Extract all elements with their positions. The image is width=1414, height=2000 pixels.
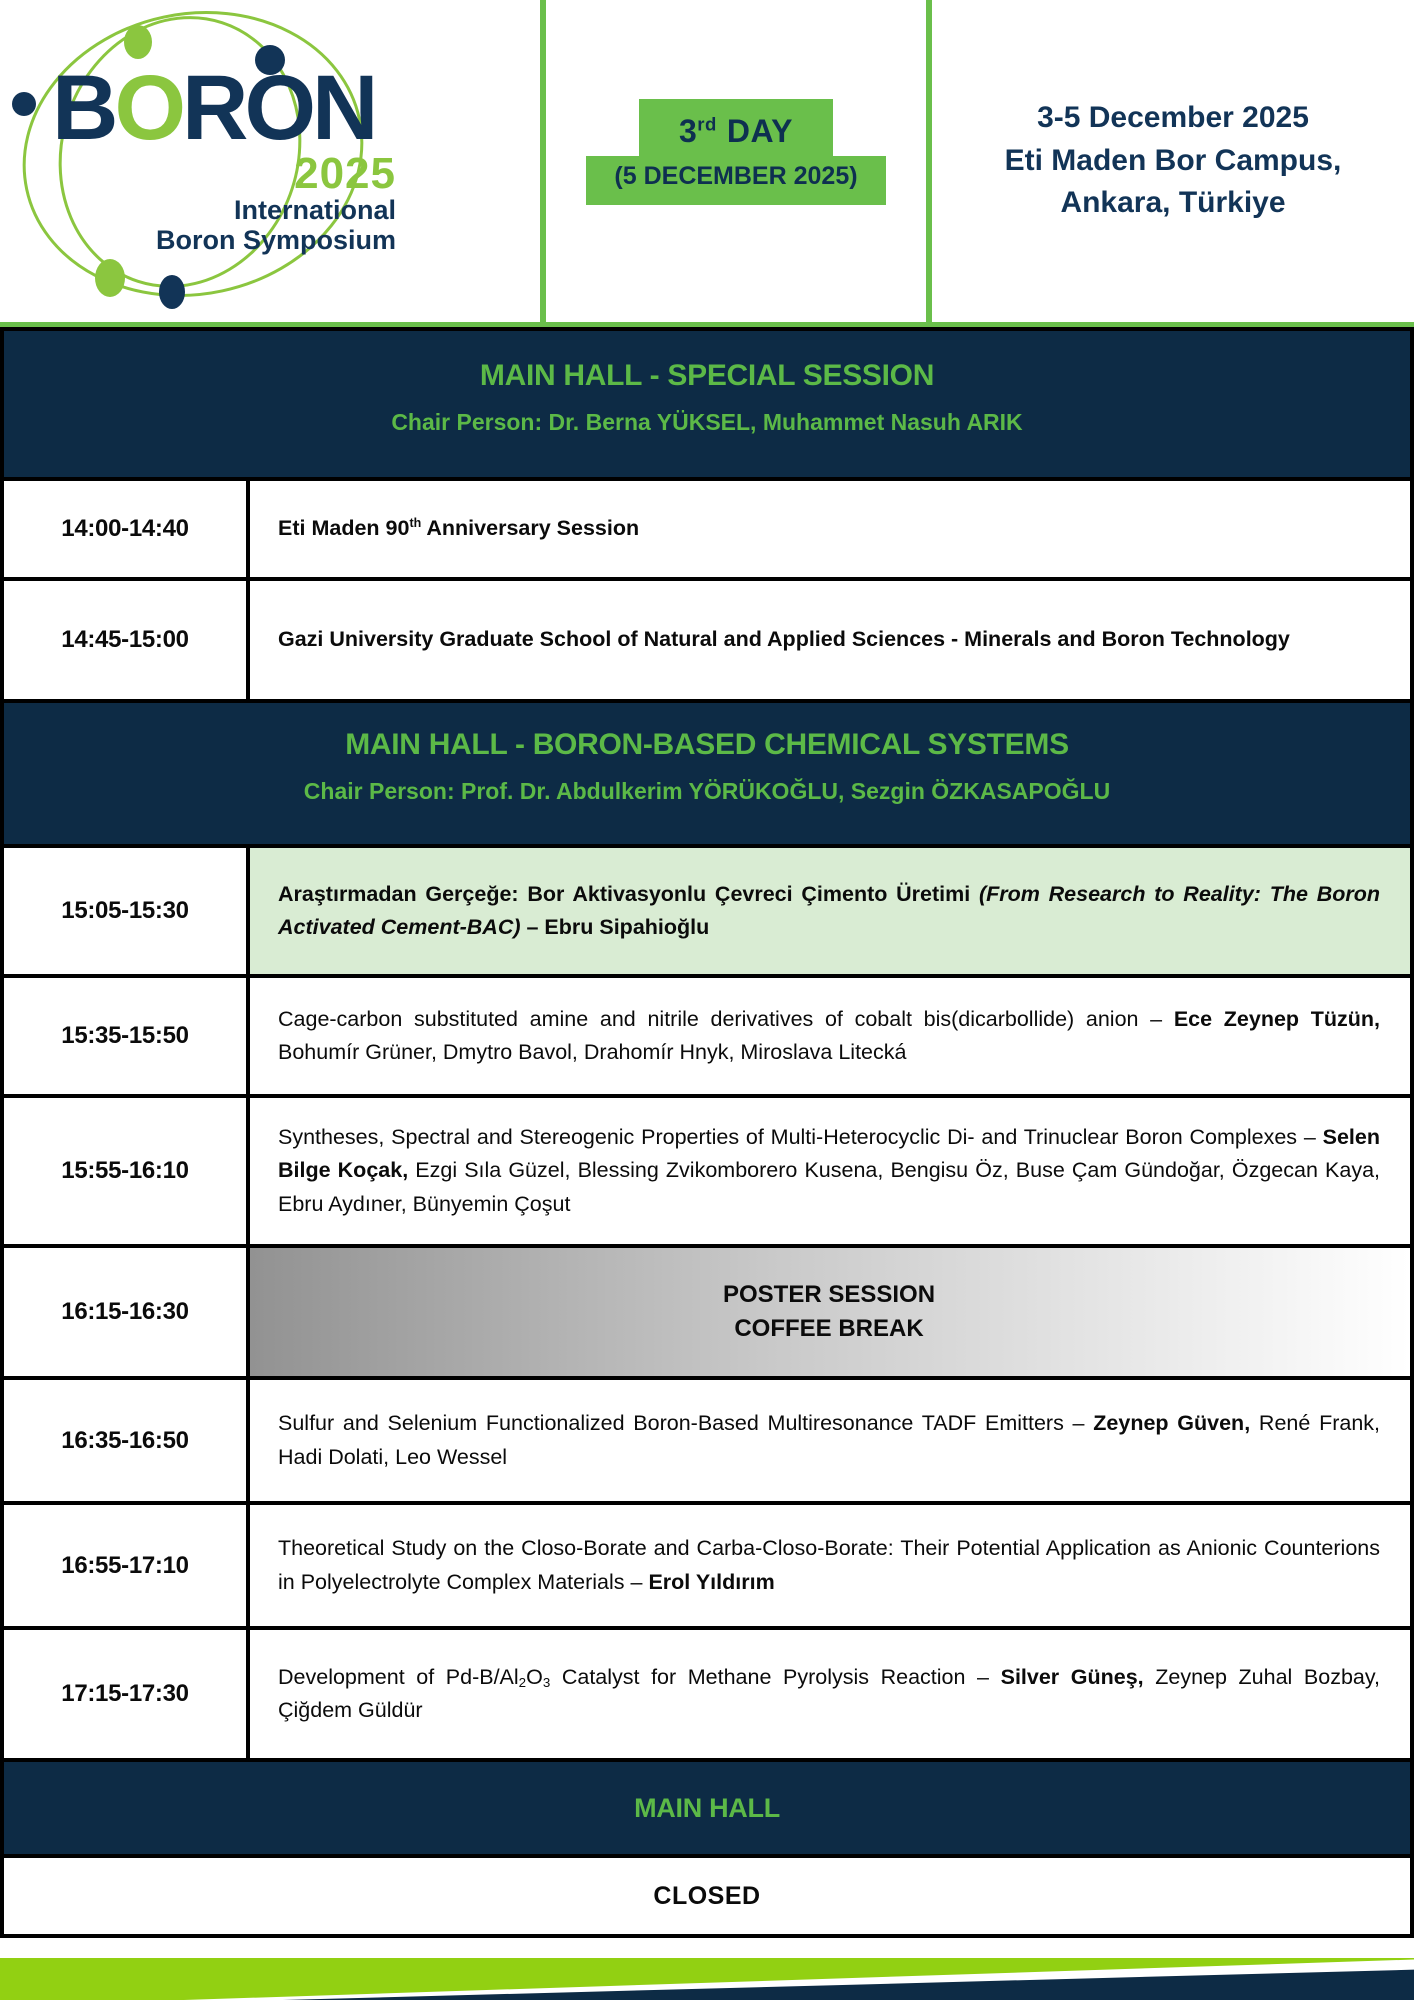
session-title-cell xyxy=(250,581,1410,699)
event-info xyxy=(932,0,1414,322)
time-cell: 14:45-15:00 xyxy=(4,581,250,699)
session-title-cell xyxy=(250,1505,1410,1626)
event-venue: Eti Maden Bor Campus, xyxy=(1004,143,1342,177)
session-title-cell xyxy=(250,1098,1410,1244)
day-badge-panel xyxy=(540,0,932,322)
time-cell: 14:00-14:40 xyxy=(4,481,250,577)
schedule-row xyxy=(4,844,1410,974)
logo-year: 2025 xyxy=(294,149,396,198)
logo-subtitle-line2: Boron Symposium xyxy=(155,224,396,255)
time-cell: 15:55-16:10 xyxy=(4,1098,250,1244)
day-suffix: rd xyxy=(697,113,717,135)
text-run: 3 xyxy=(542,1675,551,1691)
hall-header-row xyxy=(4,1758,1410,1854)
text-run: 2 xyxy=(518,1675,527,1691)
text-run: – Ebru Sipahioğlu xyxy=(520,915,710,939)
session-title-cell xyxy=(250,848,1410,974)
logo xyxy=(0,0,540,322)
session-title-text xyxy=(278,623,1380,656)
text-run: Eti Maden 90 xyxy=(278,516,410,541)
day-number: 3 xyxy=(679,113,698,149)
break-row xyxy=(4,1244,1410,1376)
session-title-cell xyxy=(250,1248,1410,1376)
text-run: Gazi University Graduate School of Natural and Applied Sciences - Minerals and Boron Technology xyxy=(278,627,1290,652)
time-cell: 15:05-15:30 xyxy=(4,848,250,974)
logo-letters-ron: RON xyxy=(182,57,375,159)
text-run: Anniversary Session xyxy=(421,516,640,541)
event-dates: 3-5 December 2025 xyxy=(1037,101,1309,135)
text-run: Zeynep Güven, xyxy=(1093,1411,1251,1436)
logo-text xyxy=(52,57,396,255)
time-cell: 16:35-16:50 xyxy=(4,1380,250,1501)
time-cell: 16:55-17:10 xyxy=(4,1505,250,1626)
session-header-row xyxy=(4,699,1410,844)
page-header xyxy=(0,0,1414,322)
hall-title: MAIN HALL xyxy=(634,1792,780,1823)
text-run: Ece Zeynep Tüzün, xyxy=(1173,1006,1380,1031)
session-title-cell xyxy=(250,1630,1410,1758)
day-badge-date: (5 DECEMBER 2025) xyxy=(586,156,885,205)
text-run: Development of Pd-B/Al xyxy=(278,1664,519,1689)
session-title-cell xyxy=(250,481,1410,577)
schedule-row xyxy=(4,1376,1410,1501)
text-run: Sulfur and Selenium Functionalized Boron-Based Multiresonance TADF Emitters – xyxy=(278,1411,1094,1436)
text-run: Araştırmadan Gerçeğe: Bor Aktivasyonlu Çevreci Çimento Üretimi xyxy=(278,881,979,906)
text-run: O xyxy=(526,1664,543,1689)
text-run: Erol Yıldırım xyxy=(648,1569,775,1594)
schedule-row xyxy=(4,974,1410,1094)
text-run: Theoretical Study on the Closo-Borate and Carba-Closo-Borate: Their Potential Application as Anionic Counterions in Polyelectrolyte Complex Materials – xyxy=(278,1536,1380,1594)
schedule-table xyxy=(0,327,1414,1938)
text-run: Syntheses, Spectral and Stereogenic Properties of Multi-Heterocyclic Di- and Trinuclear Boron Complexes – xyxy=(278,1125,1323,1150)
day-badge xyxy=(586,99,885,205)
page-footer xyxy=(0,1954,1414,2000)
schedule-row xyxy=(4,477,1410,577)
text-run: Selen Bilge Koçak, xyxy=(278,1125,1380,1183)
time-cell: 17:15-17:30 xyxy=(4,1630,250,1758)
text-run: René Frank, Hadi Dolati, Leo Wessel xyxy=(278,1411,1380,1469)
event-city: Ankara, Türkiye xyxy=(1060,186,1286,220)
session-title-cell xyxy=(250,1380,1410,1501)
text-run: Zeynep Zuhal Bozbay, Çiğdem Güldür xyxy=(278,1664,1380,1722)
logo-wordmark xyxy=(52,57,396,159)
session-title-text xyxy=(278,1407,1380,1474)
text-run: Silver Güneş, xyxy=(1000,1664,1144,1689)
schedule-row xyxy=(4,577,1410,699)
schedule-row xyxy=(4,1094,1410,1244)
session-chair: Chair Person: Prof. Dr. Abdulkerim YÖRÜKOĞLU, Sezgin ÖZKASAPOĞLU xyxy=(303,778,1111,804)
text-run: th xyxy=(409,516,422,531)
session-title-cell xyxy=(250,978,1410,1094)
text-run: Ezgi Sıla Güzel, Blessing Zvikomborero Kusena, Bengisu Öz, Buse Çam Gündoğar, Özgecan Kaya, Ebru Aydıner, Bünyemin Çoşut xyxy=(278,1158,1381,1216)
session-title: MAIN HALL - BORON-BASED CHEMICAL SYSTEMS xyxy=(345,728,1069,761)
session-title-text xyxy=(278,1121,1380,1221)
text-run: Catalyst for Methane Pyrolysis Reaction – xyxy=(550,1664,1001,1689)
session-chair: Chair Person: Dr. Berna YÜKSEL, Muhammet Nasuh ARIK xyxy=(391,408,1023,435)
time-cell: 16:15-16:30 xyxy=(4,1248,250,1376)
logo-subtitle xyxy=(52,196,396,255)
session-title-text xyxy=(278,1003,1380,1070)
closed-row xyxy=(4,1854,1410,1934)
logo-letter-b: B xyxy=(52,57,115,159)
session-title: MAIN HALL - SPECIAL SESSION xyxy=(479,358,935,392)
closed-label: CLOSED xyxy=(653,1881,761,1910)
session-title-text xyxy=(278,512,1380,545)
session-header-row xyxy=(4,331,1410,477)
logo-subtitle-line1: International xyxy=(233,195,396,225)
schedule-row xyxy=(4,1626,1410,1758)
time-cell: 15:35-15:50 xyxy=(4,978,250,1094)
session-title-text xyxy=(278,1532,1380,1599)
text-run: Bohumír Grüner, Dmytro Bavol, Drahomír Hnyk, Miroslava Litecká xyxy=(278,1040,907,1064)
logo-letter-o: O xyxy=(114,57,183,159)
session-title-text xyxy=(278,878,1380,945)
text-run: Cage-carbon substituted amine and nitrile derivatives of cobalt bis(dicarbollide) anion – xyxy=(278,1006,1174,1031)
break-line: COFFEE BREAK xyxy=(734,1315,924,1342)
schedule-row xyxy=(4,1501,1410,1626)
day-word: DAY xyxy=(726,113,793,149)
break-line: POSTER SESSION xyxy=(722,1281,936,1308)
text-run: (From Research to Reality: The Boron Activated Cement-BAC) xyxy=(278,881,1380,939)
day-badge-title xyxy=(639,99,833,156)
session-title-text xyxy=(278,1661,1380,1728)
